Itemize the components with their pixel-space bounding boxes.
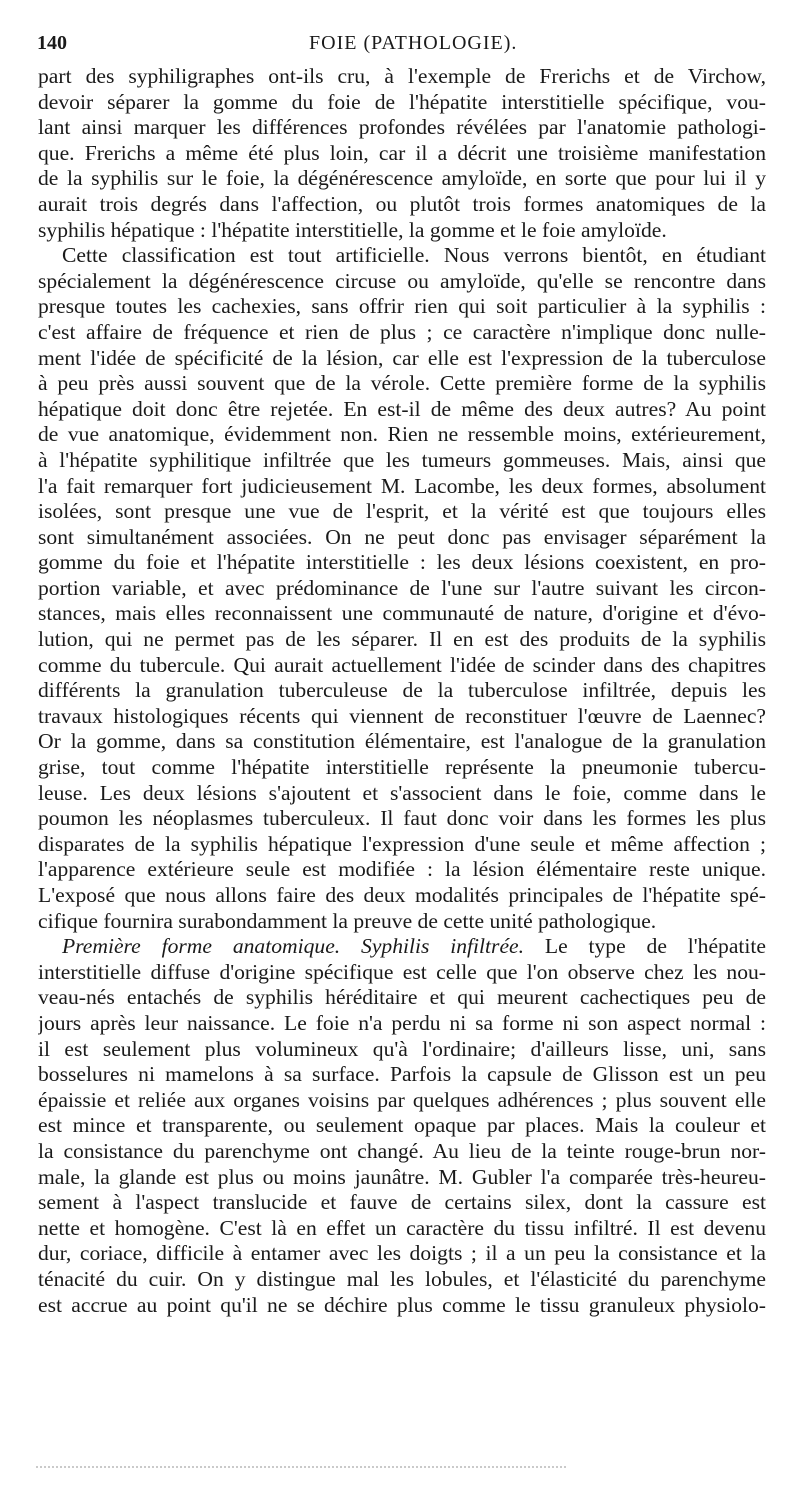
text-line: gomme du foie et l'hépatite interstitielle : les deux lésions coexistent, en pro-	[38, 550, 766, 575]
text-line: bosselures ni mamelons à sa surface. Parfois la capsule de Glisson est un peu	[38, 1062, 766, 1087]
text-line: nette et homogène. C'est là en effet un caractère du tissu infiltré. Il est devenu	[38, 1215, 766, 1240]
text-line: presque toutes les cachexies, sans offrir rien qui soit particulier à la syphilis :	[38, 294, 766, 319]
text-line: grise, tout comme l'hépatite interstitielle représente la pneumonie tubercu-	[38, 755, 766, 780]
text-line: hépatique doit donc être rejetée. En est-il de même des deux autres? Au point	[38, 396, 766, 421]
text-line: c'est affaire de fréquence et rien de plus ; ce caractère n'implique donc nulle-	[38, 319, 766, 344]
text-line: isolées, sont presque une vue de l'esprit, et la vérité est que toujours elles	[38, 499, 766, 524]
text-line: ment l'idée de spécificité de la lésion, car elle est l'expression de la tuberculose	[38, 345, 766, 370]
body-text	[38, 64, 766, 1318]
scan-noise-footer	[36, 1466, 566, 1471]
text-line: stances, mais elles reconnaissent une communauté de nature, d'origine et d'évo-	[38, 601, 766, 626]
text-line: est accrue au point qu'il ne se déchire plus comme le tissu granuleux physiolo-	[38, 1292, 766, 1317]
text-line: veau-nés entachés de syphilis héréditaire et qui meurent cachectiques peu de	[38, 985, 766, 1010]
section-heading-subtitle: Syphilis infiltrée.	[361, 934, 525, 959]
paragraph-start-line: Cette classification est tout artificielle. Nous verrons bientôt, en étudiant	[62, 243, 766, 268]
text-line: il est seulement plus volumineux qu'à l'ordinaire; d'ailleurs lisse, uni, sans	[38, 1036, 766, 1061]
text-line: aurait trois degrés dans l'affection, ou plutôt trois formes anatomiques de la	[38, 191, 766, 216]
text-line: à l'hépatite syphilitique infiltrée que les tumeurs gommeuses. Mais, ainsi que	[38, 447, 766, 472]
text-line: de vue anatomique, évidemment non. Rien ne ressemble moins, extérieurement,	[38, 422, 766, 447]
text-line: leuse. Les deux lésions s'ajoutent et s'associent dans le foie, comme dans le	[38, 780, 766, 805]
running-head: FOIE (PATHOLOGIE).	[309, 32, 518, 54]
text-line: est mince et transparente, ou seulement opaque par places. Mais la couleur et	[38, 1113, 766, 1138]
text-line: lant ainsi marquer les différences profondes révélées par l'anatomie pathologi-	[38, 115, 766, 140]
text-line: différents la granulation tuberculeuse de la tuberculose infiltrée, depuis les	[38, 678, 766, 703]
text-line: dur, coriace, difficile à entamer avec les doigts ; il a un peu la consistance et la	[38, 1241, 766, 1266]
text-line: poumon les néoplasmes tuberculeux. Il faut donc voir dans les formes les plus	[38, 806, 766, 831]
section-heading-line: Première forme anatomique. Syphilis infiltrée. Le type de l'hépatite	[62, 934, 766, 959]
text-line: de la syphilis sur le foie, la dégénérescence amyloïde, en sorte que pour lui il y	[38, 166, 766, 191]
text-line: épaissie et reliée aux organes voisins par quelques adhérences ; plus souvent elle	[38, 1087, 766, 1112]
text-line: disparates de la syphilis hépatique l'expression d'une seule et même affection ;	[38, 831, 766, 856]
text-line: devoir séparer la gomme du foie de l'hépatite interstitielle spécifique, vou-	[38, 89, 766, 114]
text-line: lution, qui ne permet pas de les séparer. Il en est des produits de la syphilis	[38, 627, 766, 652]
text-line: comme du tubercule. Qui aurait actuellement l'idée de scinder dans des chapitres	[38, 652, 766, 677]
text-line: portion variable, et avec prédominance de l'une sur l'autre suivant les circon-	[38, 575, 766, 600]
text-line: Or la gomme, dans sa constitution élémentaire, est l'analogue de la granulation	[38, 729, 766, 754]
text-line: ténacité du cuir. On y distingue mal les lobules, et l'élasticité du parenchyme	[38, 1266, 766, 1291]
text-line: L'exposé que nous allons faire des deux modalités principales de l'hépatite spé-	[38, 883, 766, 907]
text-line: que. Frerichs a même été plus loin, car il a décrit une troisième manifestation	[38, 140, 766, 165]
text-line: sement à l'aspect translucide et fauve de certains silex, dont la cassure est	[38, 1190, 766, 1215]
text-line: syphilis hépatique : l'hépatite interstitielle, la gomme et le foie amyloïde.	[38, 217, 667, 242]
text-line: travaux histologiques récents qui viennent de reconstituer l'œuvre de Laennec?	[38, 703, 766, 728]
section-heading-title: Première forme anatomique.	[62, 934, 341, 959]
text-line: l'apparence extérieure seule est modifiée : la lésion élémentaire reste unique.	[38, 857, 766, 882]
text-line: cifique fournira surabondamment la preuve de cette unité pathologique.	[38, 908, 657, 933]
text-line: part des syphiligraphes ont-ils cru, à l'exemple de Frerichs et de Virchow,	[38, 64, 766, 88]
page-number: 140	[37, 32, 67, 54]
text-line: sont simultanément associées. On ne peut donc pas envisager séparément la	[38, 524, 766, 549]
text-line: spécialement la dégénérescence circuse ou amyloïde, qu'elle se rencontre dans	[38, 268, 766, 293]
text-line: la consistance du parenchyme ont changé. Au lieu de la teinte rouge-brun nor-	[38, 1138, 766, 1163]
text-line: l'a fait remarquer fort judicieusement M. Lacombe, les deux formes, absolument	[38, 473, 766, 498]
text-line: male, la glande est plus ou moins jaunâtre. M. Gubler l'a comparée très-heureu-	[38, 1164, 766, 1189]
page-header	[37, 32, 765, 56]
text-line: à peu près aussi souvent que de la vérole. Cette première forme de la syphilis	[38, 371, 766, 396]
text-line: interstitielle diffuse d'origine spécifique est celle que l'on observe chez les nou-	[38, 959, 766, 984]
text-line: jours après leur naissance. Le foie n'a perdu ni sa forme ni son aspect normal :	[38, 1010, 766, 1035]
